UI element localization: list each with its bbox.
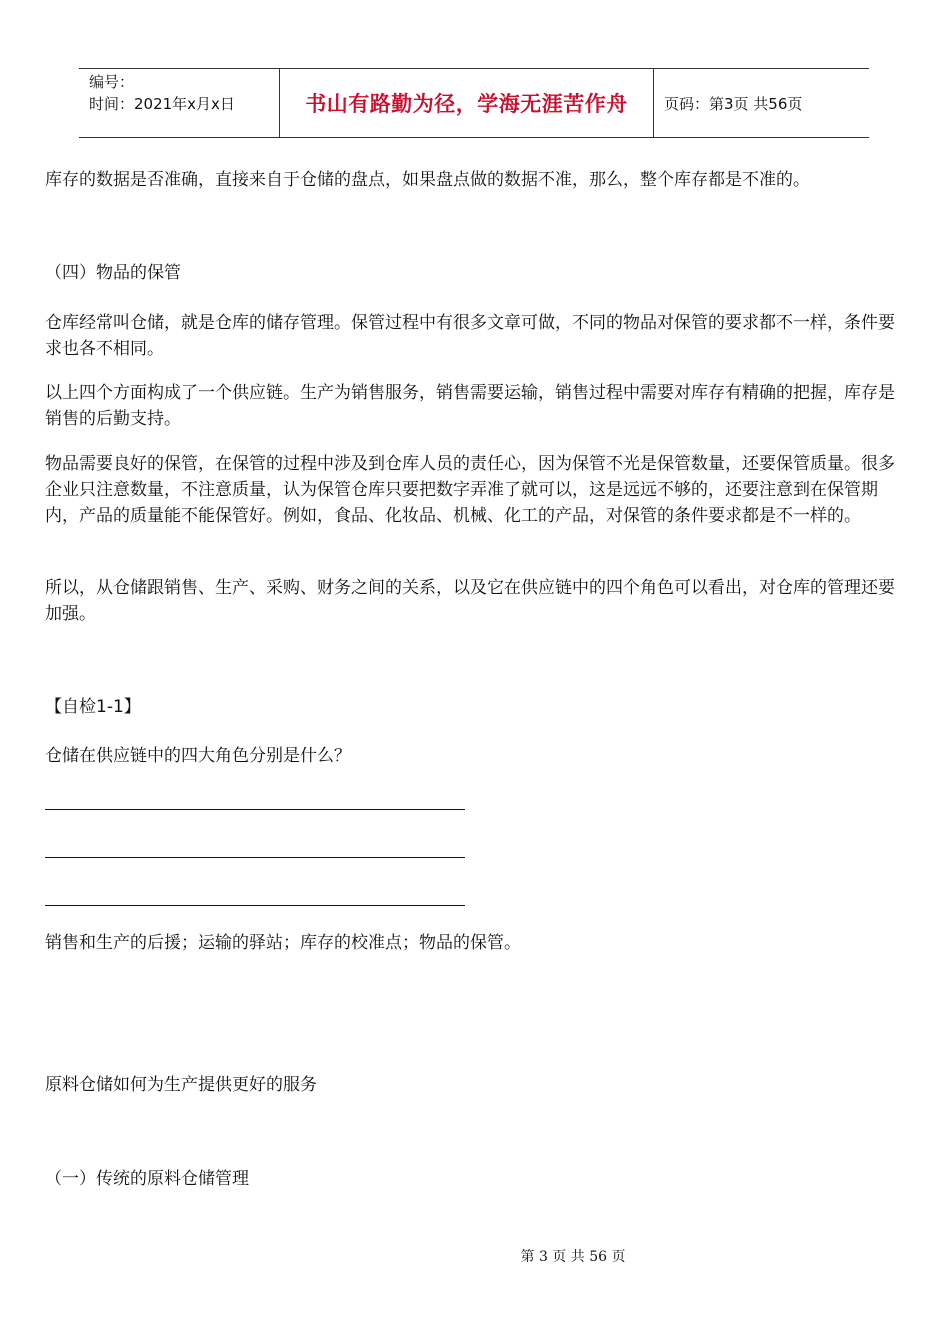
answer-blank-line bbox=[45, 809, 465, 810]
header-motto: 书山有路勤为径，学海无涯苦作舟 bbox=[305, 91, 628, 116]
header-page-cell bbox=[654, 69, 869, 137]
header-motto-cell bbox=[280, 69, 654, 137]
section-heading-storage: （四）物品的保管 bbox=[45, 263, 181, 283]
self-check-answer: 销售和生产的后援；运输的驿站；库存的校准点；物品的保管。 bbox=[45, 933, 521, 953]
paragraph-conclusion: 所以，从仓储跟销售、生产、采购、财务之间的关系，以及它在供应链中的四个角色可以看出，对仓库的管理还要加强。 bbox=[45, 578, 895, 624]
answer-blank-line bbox=[45, 905, 465, 906]
document-date-label: 时间：2021年x月x日 bbox=[89, 95, 235, 113]
header-meta bbox=[79, 69, 280, 137]
answer-blank-line bbox=[45, 857, 465, 858]
footer-page-info: 第 3 页 共 56 页 bbox=[520, 1249, 626, 1265]
paragraph-supply-chain: 以上四个方面构成了一个供应链。生产为销售服务，销售需要运输，销售过程中需要对库存有精确的把握，库存是销售的后勤支持。 bbox=[45, 383, 895, 429]
subsection-heading-traditional: （一）传统的原料仓储管理 bbox=[45, 1169, 249, 1189]
document-number-label: 编号： bbox=[89, 73, 135, 91]
self-check-question: 仓储在供应链中的四大角色分别是什么？ bbox=[45, 746, 351, 766]
page-footer bbox=[0, 1246, 950, 1266]
paragraph-warehouse: 仓库经常叫仓储，就是仓库的储存管理。保管过程中有很多文章可做，不同的物品对保管的要求都不一样，条件要求也各不相同。 bbox=[45, 313, 895, 359]
paragraph-inventory-accuracy: 库存的数据是否准确，直接来自于仓储的盘点，如果盘点做的数据不准，那么，整个库存都是不准的。 bbox=[45, 170, 810, 190]
page-header bbox=[79, 68, 869, 138]
header-page-label: 页码：第3页 共56页 bbox=[664, 94, 803, 113]
self-check-heading: 【自检1-1】 bbox=[45, 697, 141, 717]
section-heading-raw-material: 原料仓储如何为生产提供更好的服务 bbox=[45, 1075, 317, 1095]
paragraph-quality: 物品需要良好的保管，在保管的过程中涉及到仓库人员的责任心，因为保管不光是保管数量，还要保管质量。很多企业只注意数量，不注意质量，认为保管仓库只要把数字弄准了就可以，这是远远不够的，还要注意到在保管期内，产品的质量能不能保管好。例如，食品、化妆品、机械、化工的产品，对保管的条件要求都是不一样的。 bbox=[45, 454, 895, 526]
